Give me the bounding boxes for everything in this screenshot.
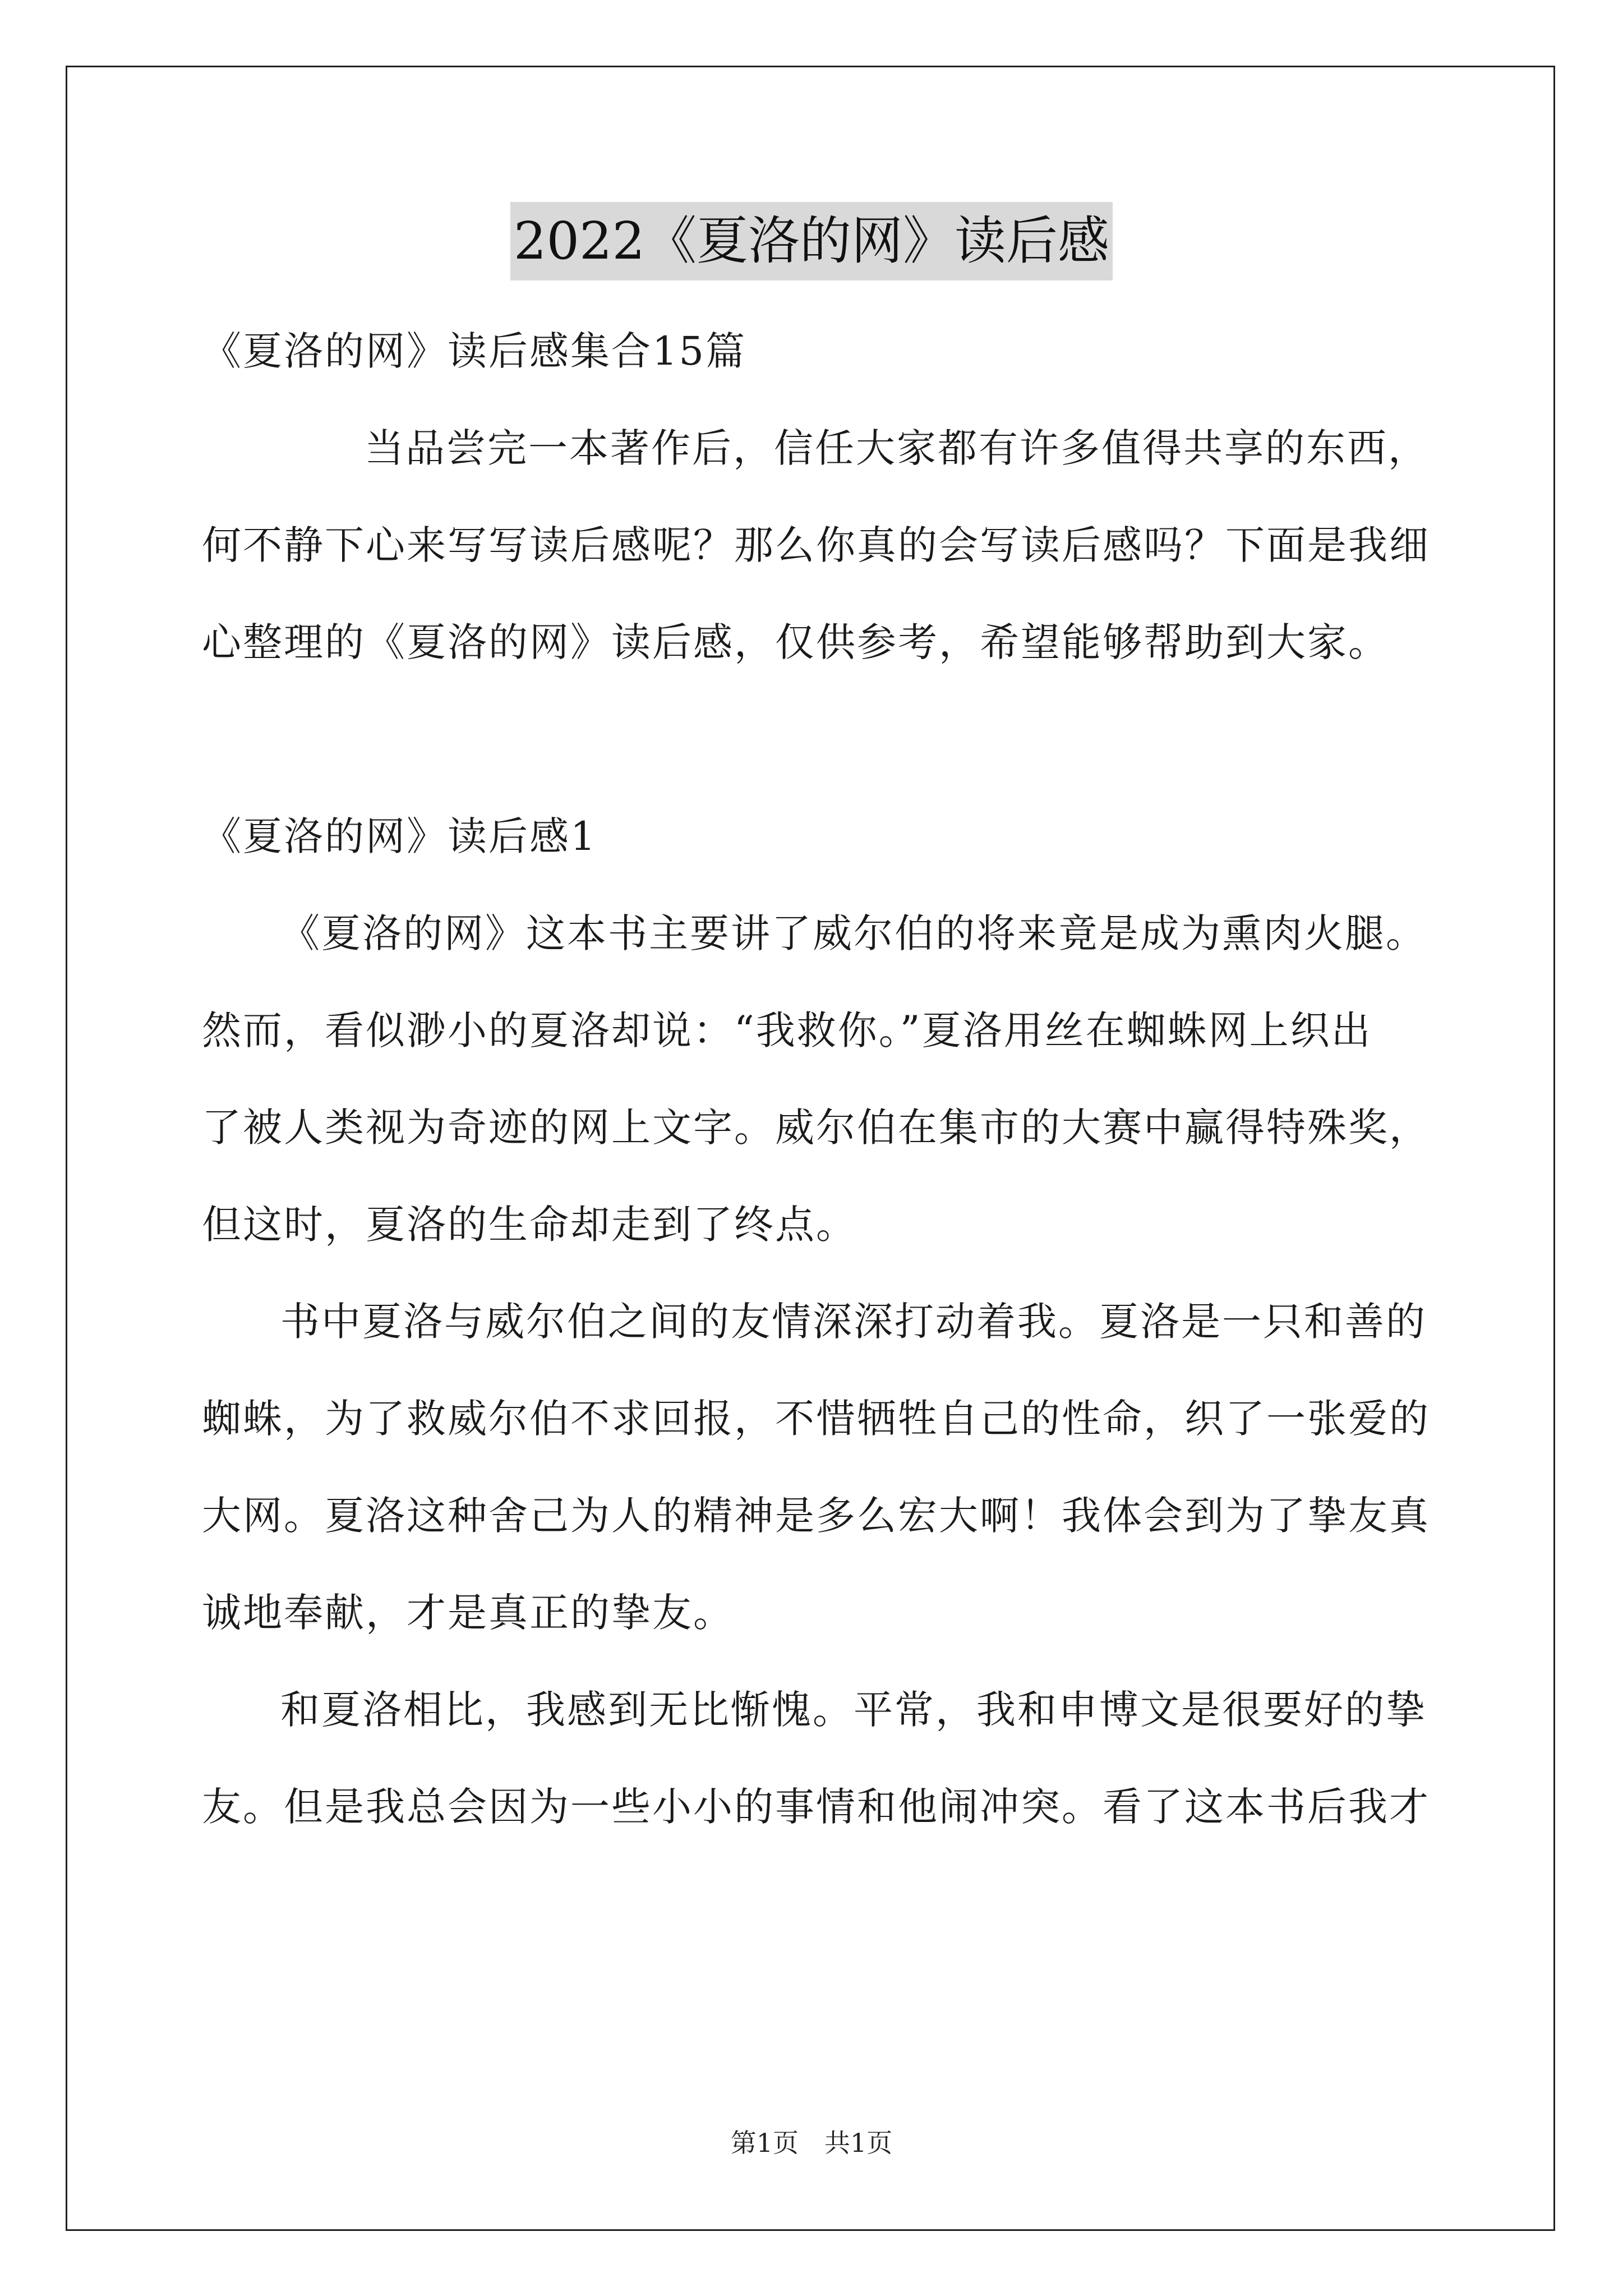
page-footer: 第1页 共1页 [730,2128,893,2158]
text-line: 大网。夏洛这种舍己为人的精神是多么宏大啊！我体会到为了挚友真 [202,1493,1430,1539]
text-line: 当品尝完一本著作后，信任大家都有许多值得共享的东西， [365,425,1429,471]
text-line: 和夏洛相比，我感到无比惭愧。平常，我和申博文是很要好的挚 [280,1687,1427,1733]
text-line: 友。但是我总会因为一些小小的事情和他闹冲突。看了这本书后我才 [202,1784,1430,1830]
document-body [202,303,1430,1856]
text-line: 《夏洛的网》读后感集合15篇 [202,328,747,374]
text-line: 心整理的《夏洛的网》读后感，仅供参考，希望能够帮助到大家。 [202,619,1389,665]
text-line: 《夏洛的网》这本书主要讲了威尔伯的将来竟是成为熏肉火腿。 [280,910,1427,956]
text-line: 何不静下心来写写读后感呢？那么你真的会写读后感吗？下面是我细 [202,522,1430,568]
text-line: 但这时，夏洛的生命却走到了终点。 [202,1202,857,1248]
text-line: 诚地奉献，才是真正的挚友。 [202,1590,734,1636]
title-container [0,202,1623,280]
text-line: 书中夏洛与威尔伯之间的友情深深打动着我。夏洛是一只和善的 [280,1299,1427,1345]
text-line: 蜘蛛，为了救威尔伯不求回报，不惜牺牲自己的性命，织了一张爱的 [202,1396,1430,1442]
paragraph-gap [202,691,1430,788]
document-title: 2022《夏洛的网》读后感 [510,202,1113,280]
text-line: 《夏洛的网》读后感1 [202,813,597,859]
text-line: 了被人类视为奇迹的网上文字。威尔伯在集市的大赛中赢得特殊奖， [202,1105,1430,1151]
text-line: 然而，看似渺小的夏洛却说：“我救你。”夏洛用丝在蜘蛛网上织出 [202,1007,1372,1053]
